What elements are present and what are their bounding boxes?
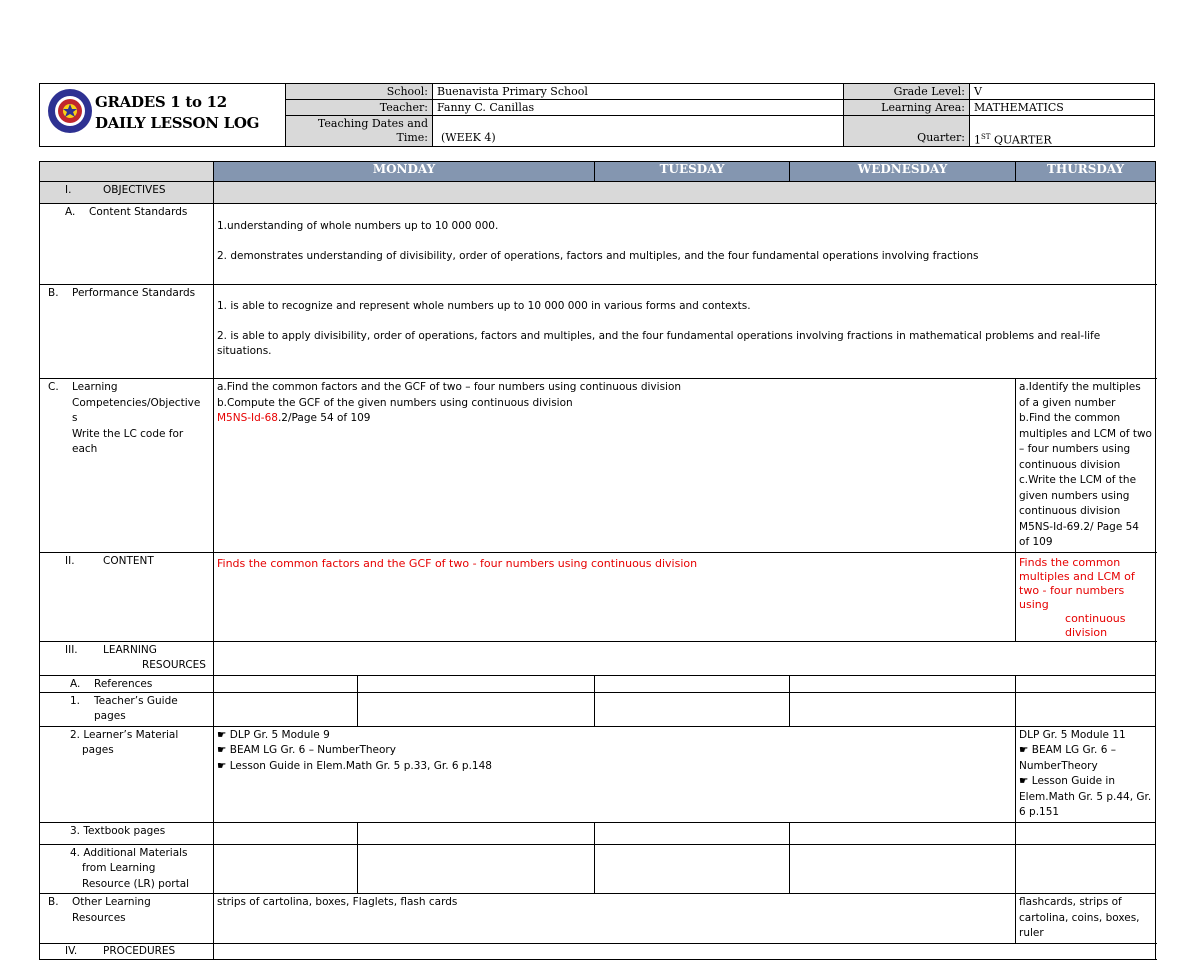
performance-standards-text: Performance Standards — [72, 287, 196, 299]
content-right — [1016, 552, 1156, 641]
references-fri — [1016, 675, 1156, 692]
teacher-label: Teacher: — [286, 100, 432, 115]
teaching-dates-label-line-2: Time: — [396, 131, 428, 144]
objectives-row — [40, 182, 1156, 204]
objectives-num: I. — [65, 184, 72, 196]
learners-material-text-1: 2. Learner’s Material — [70, 728, 179, 741]
performance-standard-2: 2. is able to apply divisibility, order of operations, factors and multiples, and the four fundamental operations involving fractions in mathematical problems and real-life situations. — [217, 329, 1101, 357]
additional-thu — [790, 844, 1016, 894]
pointing-hand-icon: ☛ — [217, 728, 227, 741]
additional-materials-text-3: Resource (LR) portal — [82, 877, 190, 890]
teachers-guide-label — [40, 692, 214, 726]
learners-material-left-2 — [217, 743, 1012, 759]
performance-standards-cell — [214, 285, 1156, 379]
teachers-guide-text-2: pages — [94, 710, 126, 722]
content-num: II. — [65, 554, 75, 567]
references-text: References — [94, 677, 153, 690]
additional-materials-label — [40, 844, 214, 894]
content-standard-2: 2. demonstrates understanding of divisibility, order of operations, factors and multiples, and the four fundamental operations involving fractions — [217, 249, 979, 262]
header-divider — [285, 99, 1154, 100]
day-tuesday: TUESDAY — [595, 162, 790, 182]
textbook-tue — [358, 822, 595, 844]
other-resources-text-1: Other Learning — [72, 896, 151, 908]
learners-material-mon-wed — [214, 726, 1016, 822]
content-text: CONTENT — [103, 554, 154, 567]
learners-material-right-3-text: Lesson Guide in Elem.Math Gr. 5 p.44, Gr. 6 p.151 — [1019, 775, 1152, 818]
other-resources-thu-fri: flashcards, strips of cartolina, coins, boxes, ruler — [1016, 894, 1156, 944]
learners-material-thu-fri — [1016, 726, 1156, 822]
content-right-line-1: Finds the common multiples and LCM of two - four numbers using — [1019, 555, 1135, 611]
quarter-number: 1 — [974, 133, 981, 145]
additional-materials-row — [40, 844, 1156, 894]
teachers-guide-wed — [595, 692, 790, 726]
other-resources-label — [40, 894, 214, 944]
references-mon — [214, 675, 358, 692]
teachers-guide-tue — [358, 692, 595, 726]
textbook-label: 3. Textbook pages — [40, 822, 214, 844]
other-resources-mon-wed: strips of cartolina, boxes, Flaglets, flash cards — [214, 894, 1016, 944]
deped-seal-icon — [47, 88, 93, 134]
learners-material-right-2-text: BEAM LG Gr. 6 – NumberTheory — [1019, 744, 1116, 772]
pointing-hand-icon: ☛ — [1019, 744, 1029, 756]
pointing-hand-icon: ☛ — [217, 744, 227, 756]
day-thursday: THURSDAY — [1016, 162, 1156, 182]
school-value: Buenavista Primary School — [437, 85, 588, 98]
references-label — [40, 675, 214, 692]
teachers-guide-mon — [214, 692, 358, 726]
references-tue — [358, 675, 595, 692]
competencies-label — [40, 379, 214, 553]
references-num: A. — [70, 677, 81, 690]
procedures-row — [40, 943, 1156, 959]
teachers-guide-fri — [1016, 692, 1156, 726]
learners-material-text-2: pages — [82, 744, 114, 756]
other-resources-num: B. — [48, 896, 59, 908]
teachers-guide-row — [40, 692, 1156, 726]
lesson-log-table — [39, 161, 1156, 960]
teachers-guide-text-1: Teacher’s Guide — [94, 694, 178, 707]
learners-material-left-2-text: BEAM LG Gr. 6 – NumberTheory — [229, 744, 396, 756]
learners-material-left-1-text: DLP Gr. 5 Module 9 — [229, 728, 330, 741]
learning-resources-cell — [214, 641, 1156, 675]
day-header-row — [40, 162, 1156, 182]
competencies-label-wrap — [48, 380, 210, 458]
performance-standards-num: B. — [48, 287, 59, 299]
grade-level-label: Grade Level: — [844, 84, 969, 99]
other-resources-row — [40, 894, 1156, 944]
performance-standard-1: 1. is able to recognize and represent whole numbers up to 10 000 000 in various forms and contexts. — [217, 300, 751, 312]
competencies-label-2: Competencies/Objective — [72, 396, 201, 409]
competency-right-a: a.Identify the multiples of a given number — [1019, 381, 1141, 409]
additional-materials-text-1: 4. Additional Materials — [70, 846, 188, 859]
quarter-word: QUARTER — [990, 133, 1052, 145]
competencies-num: C. — [48, 381, 59, 393]
learning-area-value: MATHEMATICS — [974, 101, 1064, 114]
objectives-cell — [214, 182, 1156, 204]
lc-code-red: M5NS-Id-68 — [217, 412, 278, 424]
objectives-text: OBJECTIVES — [103, 184, 166, 196]
content-standards-num: A. — [65, 206, 76, 218]
day-wednesday: WEDNESDAY — [790, 162, 1016, 182]
competencies-label-1: Learning — [72, 381, 118, 393]
header-divider — [285, 115, 1154, 116]
teaching-dates-label-line-1: Teaching Dates and — [317, 117, 428, 130]
textbook-fri — [1016, 822, 1156, 844]
procedures-text: PROCEDURES — [103, 944, 176, 957]
references-row — [40, 675, 1156, 692]
textbook-row — [40, 822, 1156, 844]
quarter-value — [970, 130, 1154, 145]
competencies-row — [40, 379, 1156, 553]
competency-right-c: c.Write the LCM of the given numbers using continuous division — [1019, 474, 1137, 517]
objectives-label — [40, 182, 214, 204]
content-standard-1: 1.understanding of whole numbers up to 10 000 000. — [217, 220, 499, 232]
learning-resources-text-1: LEARNING — [103, 643, 157, 656]
learners-material-left-3-text: Lesson Guide in Elem.Math Gr. 5 p.33, Gr. 6 p.148 — [229, 759, 492, 772]
procedures-num: IV. — [65, 944, 78, 957]
grade-level-value: V — [974, 85, 982, 98]
procedures-label — [40, 943, 214, 959]
learning-resources-row — [40, 641, 1156, 675]
learning-area-label: Learning Area: — [844, 100, 969, 115]
content-standards-label — [40, 204, 214, 285]
additional-wed — [595, 844, 790, 894]
learners-material-left-3 — [217, 759, 1012, 775]
teachers-guide-thu — [790, 692, 1016, 726]
textbook-thu — [790, 822, 1016, 844]
learning-resources-label — [40, 641, 214, 675]
day-monday: MONDAY — [214, 162, 595, 182]
procedures-cell — [214, 943, 1156, 959]
teaching-dates-value: (WEEK 4) — [441, 131, 496, 144]
content-right-line-2: continuous division — [1065, 611, 1126, 639]
teacher-value: Fanny C. Canillas — [437, 101, 535, 114]
quarter-label: Quarter: — [844, 116, 969, 146]
references-wed — [595, 675, 790, 692]
content-standards-cell — [214, 204, 1156, 285]
competency-b: b.Compute the GCF of the given numbers using continuous division — [217, 396, 573, 409]
competencies-label-3: s — [72, 412, 78, 424]
performance-standards-label — [40, 285, 214, 379]
additional-tue — [358, 844, 595, 894]
day-header-corner — [40, 162, 214, 182]
competencies-label-5: each — [72, 443, 98, 455]
additional-fri — [1016, 844, 1156, 894]
learners-material-right-3 — [1019, 774, 1152, 821]
learners-material-right-1: DLP Gr. 5 Module 11 — [1019, 728, 1126, 741]
learners-material-left-1 — [217, 728, 1012, 744]
teachers-guide-num: 1. — [70, 694, 81, 707]
performance-standards-row — [40, 285, 1156, 379]
competencies-mon-wed-cell — [214, 379, 1016, 553]
competencies-label-4: Write the LC code for — [72, 427, 184, 440]
learning-resources-num: III. — [65, 643, 78, 656]
teaching-dates-label — [286, 116, 432, 146]
learning-resources-text-2: RESOURCES — [142, 659, 206, 671]
pointing-hand-icon: ☛ — [1019, 775, 1029, 787]
additional-mon — [214, 844, 358, 894]
pointing-hand-icon: ☛ — [217, 759, 227, 772]
competency-code-left — [217, 411, 1012, 427]
competencies-thu-fri-cell — [1016, 379, 1156, 553]
content-standards-row — [40, 204, 1156, 285]
form-title-line-2: DAILY LESSON LOG — [95, 114, 260, 132]
learners-material-row — [40, 726, 1156, 822]
textbook-wed — [595, 822, 790, 844]
quarter-superscript: ST — [981, 133, 991, 141]
content-left: Finds the common factors and the GCF of two - four numbers using continuous division — [214, 552, 1016, 641]
learners-material-label — [40, 726, 214, 822]
competency-a: a.Find the common factors and the GCF of two – four numbers using continuous division — [217, 381, 682, 393]
competency-code-right: M5NS-Id-69.2/ Page 54 of 109 — [1019, 520, 1139, 548]
content-row — [40, 552, 1156, 641]
content-label — [40, 552, 214, 641]
textbook-mon — [214, 822, 358, 844]
competency-right-b: b.Find the common multiples and LCM of two – four numbers using continuous division — [1019, 412, 1152, 471]
other-resources-text-2: Resources — [72, 911, 126, 924]
content-standards-text: Content Standards — [89, 206, 188, 218]
competencies-text — [72, 380, 200, 458]
lc-code-page: .2/Page 54 of 109 — [277, 412, 371, 424]
references-thu — [790, 675, 1016, 692]
additional-materials-text-2: from Learning — [82, 862, 156, 874]
school-label: School: — [286, 84, 432, 99]
learners-material-right-2 — [1019, 743, 1152, 774]
form-title-line-1: GRADES 1 to 12 — [95, 93, 227, 111]
